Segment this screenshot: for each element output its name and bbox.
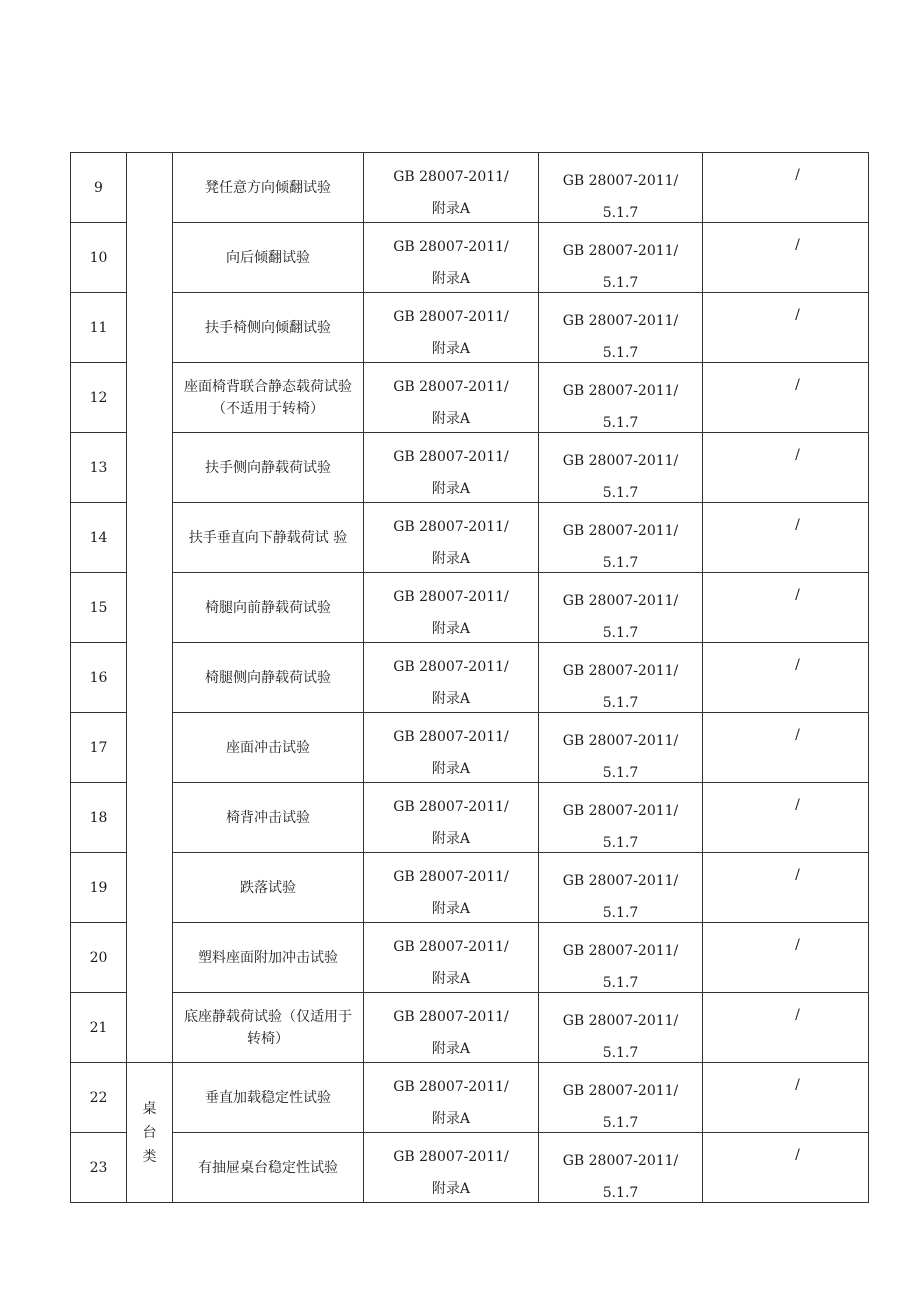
requirement-line: GB 28007-2011/ [562, 1083, 679, 1099]
remark-cell [703, 853, 869, 923]
test-method-cell [364, 433, 539, 503]
remark-text: / [795, 1147, 800, 1163]
test-item-name: 椅腿向前静载荷试验 [205, 599, 331, 616]
remark-text: / [795, 1007, 800, 1023]
test-item-cell [173, 853, 364, 923]
requirement-line: 5.1.7 [602, 1185, 639, 1201]
row-number: 12 [71, 363, 127, 433]
table-row [71, 713, 869, 783]
requirement-line: GB 28007-2011/ [562, 173, 679, 189]
table-row [71, 153, 869, 223]
test-item-name: 向后倾翻试验 [226, 249, 310, 266]
remark-text: / [795, 237, 800, 253]
requirement-line: 5.1.7 [602, 905, 639, 921]
remark-text: / [795, 307, 800, 323]
remark-text: / [795, 447, 800, 463]
requirement-line: 5.1.7 [602, 555, 639, 571]
remark-cell [703, 923, 869, 993]
test-method-line: 附录A [431, 691, 471, 707]
table-row [71, 223, 869, 293]
test-item-cell [173, 223, 364, 293]
remark-text: / [795, 517, 800, 533]
row-number: 11 [71, 293, 127, 363]
requirement-line: GB 28007-2011/ [562, 523, 679, 539]
test-item-name: 扶手侧向静载荷试验 [205, 459, 331, 476]
row-number: 10 [71, 223, 127, 293]
requirement-line: 5.1.7 [602, 205, 639, 221]
test-method-line: GB 28007-2011/ [393, 1079, 509, 1095]
test-method-line: GB 28007-2011/ [393, 589, 509, 605]
test-method-line: 附录A [431, 621, 471, 637]
requirement-line: GB 28007-2011/ [562, 663, 679, 679]
requirement-line: GB 28007-2011/ [562, 873, 679, 889]
remark-text: / [795, 727, 800, 743]
table-row [71, 1133, 869, 1203]
requirement-line: GB 28007-2011/ [562, 383, 679, 399]
row-number: 14 [71, 503, 127, 573]
test-method-line: GB 28007-2011/ [393, 449, 509, 465]
requirement-cell [539, 643, 703, 713]
test-method-cell [364, 1133, 539, 1203]
test-method-line: 附录A [431, 201, 471, 217]
test-item-name: 跌落试验 [240, 879, 296, 896]
requirement-line: GB 28007-2011/ [562, 943, 679, 959]
table-row [71, 643, 869, 713]
test-item-cell [173, 1063, 364, 1133]
test-method-cell [364, 993, 539, 1063]
requirement-line: GB 28007-2011/ [562, 733, 679, 749]
row-number: 20 [71, 923, 127, 993]
requirement-line: 5.1.7 [602, 625, 639, 641]
requirement-cell [539, 223, 703, 293]
test-method-line: GB 28007-2011/ [393, 869, 509, 885]
test-method-line: GB 28007-2011/ [393, 169, 509, 185]
remark-cell [703, 293, 869, 363]
requirement-cell [539, 1063, 703, 1133]
test-item-cell [173, 293, 364, 363]
row-number: 21 [71, 993, 127, 1063]
test-method-line: 附录A [431, 971, 471, 987]
test-method-cell [364, 1063, 539, 1133]
requirement-line: 5.1.7 [602, 345, 639, 361]
test-method-line: GB 28007-2011/ [393, 1009, 509, 1025]
table-row [71, 853, 869, 923]
test-method-line: 附录A [431, 271, 471, 287]
test-method-line: GB 28007-2011/ [393, 1149, 509, 1165]
test-method-line: 附录A [431, 1041, 471, 1057]
requirement-line: 5.1.7 [602, 975, 639, 991]
row-number: 13 [71, 433, 127, 503]
test-method-cell [364, 573, 539, 643]
test-item-name: 底座静载荷试验（仅适用于转椅） [184, 1008, 352, 1047]
requirement-line: GB 28007-2011/ [562, 243, 679, 259]
table-row [71, 503, 869, 573]
remark-cell [703, 503, 869, 573]
test-method-cell [364, 153, 539, 223]
test-method-line: GB 28007-2011/ [393, 939, 509, 955]
remark-cell [703, 153, 869, 223]
remark-text: / [795, 937, 800, 953]
remark-cell [703, 643, 869, 713]
table-row [71, 573, 869, 643]
requirement-line: 5.1.7 [602, 275, 639, 291]
test-item-cell [173, 923, 364, 993]
remark-cell [703, 993, 869, 1063]
requirement-cell [539, 363, 703, 433]
test-method-line: 附录A [431, 341, 471, 357]
remark-cell [703, 223, 869, 293]
remark-cell [703, 713, 869, 783]
category-cell [127, 1063, 173, 1203]
remark-cell [703, 1063, 869, 1133]
requirement-cell [539, 433, 703, 503]
requirement-cell [539, 293, 703, 363]
table-row [71, 293, 869, 363]
test-item-name: 垂直加载稳定性试验 [205, 1089, 331, 1106]
requirement-line: GB 28007-2011/ [562, 593, 679, 609]
test-item-name: 扶手垂直向下静载荷试 验 [188, 529, 348, 546]
row-number: 16 [71, 643, 127, 713]
test-method-line: GB 28007-2011/ [393, 239, 509, 255]
remark-cell [703, 1133, 869, 1203]
test-item-name: 凳任意方向倾翻试验 [205, 179, 331, 196]
requirement-line: GB 28007-2011/ [562, 1013, 679, 1029]
remark-cell [703, 573, 869, 643]
test-item-cell [173, 993, 364, 1063]
row-number: 22 [71, 1063, 127, 1133]
remark-text: / [795, 377, 800, 393]
test-method-cell [364, 783, 539, 853]
requirement-line: 5.1.7 [602, 485, 639, 501]
test-method-cell [364, 923, 539, 993]
test-item-cell [173, 783, 364, 853]
test-item-cell [173, 713, 364, 783]
test-method-line: 附录A [431, 551, 471, 567]
table-row [71, 433, 869, 503]
row-number: 19 [71, 853, 127, 923]
table-row [71, 783, 869, 853]
table-row [71, 363, 869, 433]
row-number: 15 [71, 573, 127, 643]
row-number: 17 [71, 713, 127, 783]
test-item-name: 扶手椅侧向倾翻试验 [205, 319, 331, 336]
test-item-name: 有抽屉桌台稳定性试验 [198, 1159, 338, 1176]
category-label: 桌台类 [142, 1100, 157, 1165]
test-method-line: 附录A [431, 761, 471, 777]
row-number: 18 [71, 783, 127, 853]
category-cell [127, 153, 173, 1063]
test-method-cell [364, 363, 539, 433]
test-method-cell [364, 853, 539, 923]
requirement-cell [539, 993, 703, 1063]
table-row [71, 993, 869, 1063]
remark-text: / [795, 867, 800, 883]
test-items-table [70, 152, 869, 1203]
requirement-cell [539, 153, 703, 223]
requirement-line: 5.1.7 [602, 1115, 639, 1131]
requirement-cell [539, 1133, 703, 1203]
test-item-cell [173, 1133, 364, 1203]
row-number: 9 [71, 153, 127, 223]
test-item-name: 椅背冲击试验 [226, 809, 310, 826]
test-method-line: GB 28007-2011/ [393, 519, 509, 535]
table-row [71, 1063, 869, 1133]
row-number: 23 [71, 1133, 127, 1203]
requirement-cell [539, 923, 703, 993]
requirement-line: GB 28007-2011/ [562, 1153, 679, 1169]
test-method-cell [364, 643, 539, 713]
test-item-cell [173, 573, 364, 643]
requirement-cell [539, 573, 703, 643]
requirement-cell [539, 783, 703, 853]
test-method-line: 附录A [431, 831, 471, 847]
requirement-cell [539, 503, 703, 573]
table-body [71, 153, 869, 1203]
remark-cell [703, 433, 869, 503]
remark-text: / [795, 587, 800, 603]
table-row [71, 923, 869, 993]
test-item-cell [173, 153, 364, 223]
test-item-name: 座面冲击试验 [226, 739, 310, 756]
remark-cell [703, 783, 869, 853]
test-method-line: GB 28007-2011/ [393, 309, 509, 325]
test-method-cell [364, 503, 539, 573]
test-method-line: 附录A [431, 1181, 471, 1197]
remark-text: / [795, 167, 800, 183]
remark-text: / [795, 797, 800, 813]
test-item-cell [173, 503, 364, 573]
requirement-line: 5.1.7 [602, 415, 639, 431]
test-method-line: 附录A [431, 411, 471, 427]
test-method-line: GB 28007-2011/ [393, 799, 509, 815]
remark-text: / [795, 1077, 800, 1093]
requirement-line: 5.1.7 [602, 1045, 639, 1061]
test-item-cell [173, 643, 364, 713]
test-method-cell [364, 223, 539, 293]
requirement-cell [539, 853, 703, 923]
test-item-cell [173, 433, 364, 503]
requirement-line: GB 28007-2011/ [562, 803, 679, 819]
test-method-line: 附录A [431, 481, 471, 497]
test-item-name: 塑料座面附加冲击试验 [198, 949, 338, 966]
requirement-line: GB 28007-2011/ [562, 453, 679, 469]
test-method-line: GB 28007-2011/ [393, 729, 509, 745]
test-item-name: 椅腿侧向静载荷试验 [205, 669, 331, 686]
test-item-name: 座面椅背联合静态载荷试验（不适用于转椅） [184, 378, 352, 417]
test-item-cell [173, 363, 364, 433]
test-method-line: 附录A [431, 901, 471, 917]
requirement-line: GB 28007-2011/ [562, 313, 679, 329]
test-method-cell [364, 713, 539, 783]
test-method-line: GB 28007-2011/ [393, 659, 509, 675]
test-method-line: GB 28007-2011/ [393, 379, 509, 395]
remark-cell [703, 363, 869, 433]
test-method-line: 附录A [431, 1111, 471, 1127]
requirement-line: 5.1.7 [602, 835, 639, 851]
requirement-line: 5.1.7 [602, 765, 639, 781]
test-method-cell [364, 293, 539, 363]
remark-text: / [795, 657, 800, 673]
requirement-cell [539, 713, 703, 783]
requirement-line: 5.1.7 [602, 695, 639, 711]
